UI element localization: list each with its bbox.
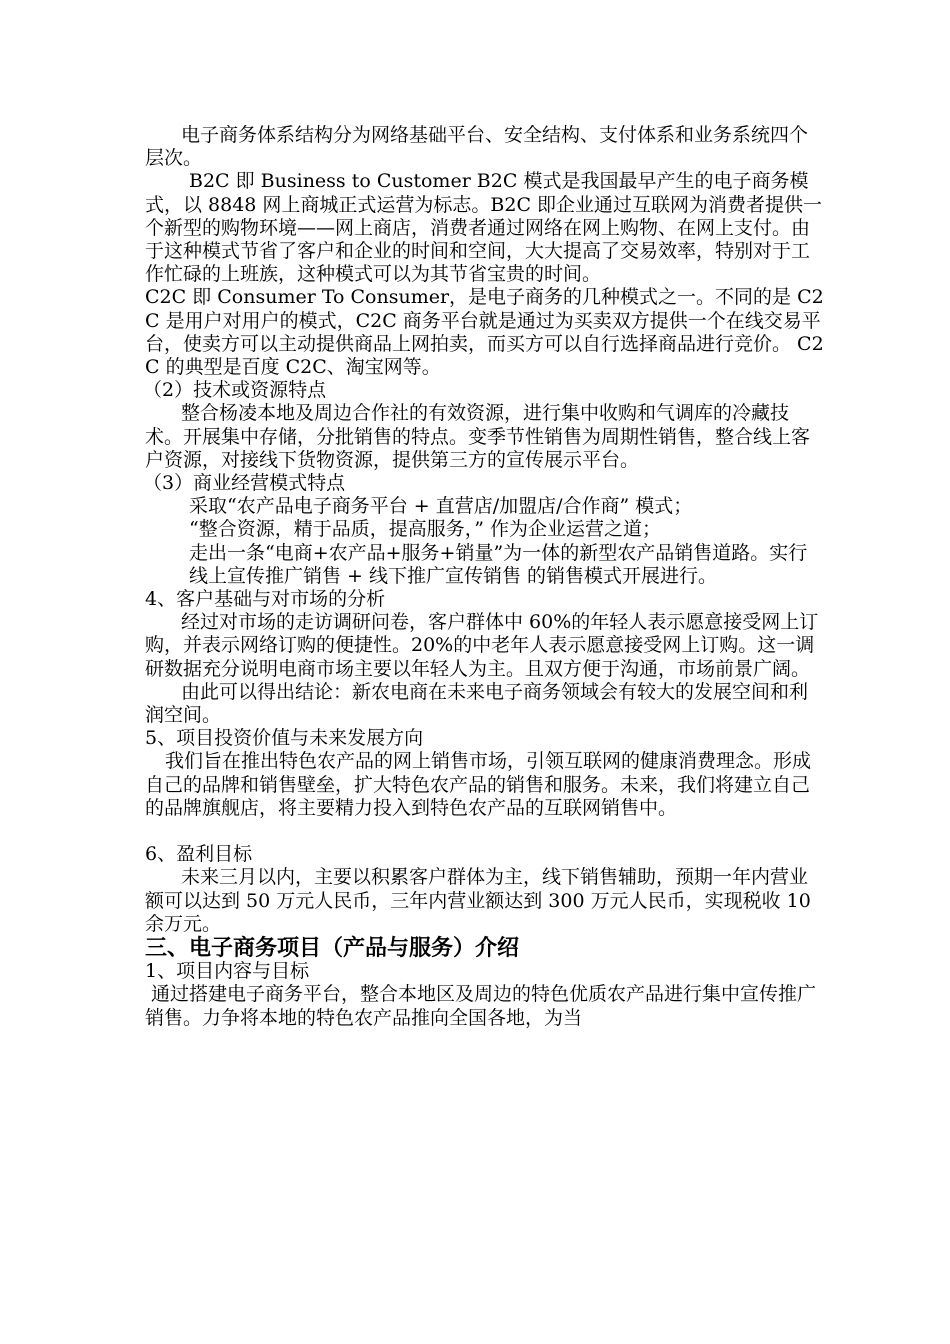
- paragraph-architecture: 电子商务体系结构分为网络基础平台、安全结构、支付体系和业务系统四个层次。: [145, 124, 809, 170]
- paragraph-b2c: B2C 即 Business to Customer B2C 模式是我国最早产生的电子商务模式，以 8848 网上商城正式运营为标志。B2C 即企业通过互联网为消费者提供一个新型的购物环境——网上商店，消费者通过网络在网上购物、在网上支付。由于这种模式节省了客户和企业的时间和空间，大大提高了交易效率，特别对于工作忙碌的上班族，这种模式可以为其节省宝贵的时间。: [145, 170, 823, 286]
- heading-tech-resources: （2）技术或资源特点: [143, 379, 327, 402]
- paragraph-customer-base: 经过对市场的走访调研问卷，客户群体中 60%的年轻人表示愿意接受网上订购，并表示网络订购的便捷性。20%的中老年人表示愿意接受网上订购。这一调研数据充分说明电商市场主要以年轻人为主。且双方便于沟通，市场前景广阔。: [145, 611, 819, 680]
- business-model-item-2: “整合资源，精于品质，提高服务，” 作为企业运营之道；: [189, 518, 661, 541]
- paragraph-project-content: 通过搭建电子商务平台，整合本地区及周边的特色优质农产品进行集中宣传推广销售。力争将本地的特色农产品推向全国各地，为当: [145, 983, 817, 1029]
- heading-profit-target: 6、盈利目标: [145, 843, 253, 866]
- paragraph-investment-value: 我们旨在推出特色农产品的网上销售市场，引领互联网的健康消费理念。形成自己的品牌和销售壁垒，扩大特色农产品的销售和服务。未来，我们将建立自己的品牌旗舰店，将主要精力投入到特色农产品的互联网销售中。: [145, 750, 812, 819]
- paragraph-conclusion: 由此可以得出结论：新农电商在未来电子商务领域会有较大的发展空间和利润空间。: [145, 680, 809, 727]
- section-heading-ecommerce-project: 三、电子商务项目（产品与服务）介绍: [145, 935, 520, 962]
- paragraph-profit-target: 未来三月以内，主要以积累客户群体为主，线下销售辅助，预期一年内营业额可以达到 50 万元人民币，三年内营业额达到 300 万元人民币，实现税收 10 余万元。: [145, 866, 811, 935]
- paragraph-tech-resources: 整合杨凌本地及周边合作社的有效资源，进行集中收购和气调库的冷藏技术。开展集中存储，分批销售的特点。变季节性销售为周期性销售，整合线上客户资源，对接线下货物资源，提供第三方的宣传展示平台。: [145, 402, 811, 471]
- business-model-item-1: 采取“农产品电子商务平台 + 直营店/加盟店/合作商” 模式；: [189, 495, 693, 518]
- heading-project-content: 1、项目内容与目标: [145, 960, 310, 983]
- paragraph-c2c: C2C 即 Consumer To Consumer，是电子商务的几种模式之一。不同的是 C2C 是用户对用户的模式，C2C 商务平台就是通过为买卖双方提供一个在线交易平台，使卖方可以主动提供商品上网拍卖，而买方可以自行选择商品进行竞价。 C2C 的典型是百度 C2C、淘宝网等。: [145, 286, 824, 379]
- business-model-item-3: 走出一条“电商+农产品+服务+销量”为一体的新型农产品销售道路。实行线上宣传推广销售 + 线下推广宣传销售 的销售模式开展进行。: [189, 541, 808, 587]
- blank-line: [145, 820, 825, 843]
- heading-customer-base: 4、客户基础与对市场的分析: [145, 588, 386, 611]
- heading-investment-value: 5、项目投资价值与未来发展方向: [145, 727, 424, 750]
- heading-business-model: （3）商业经营模式特点: [143, 472, 346, 495]
- document-page: [145, 124, 825, 1030]
